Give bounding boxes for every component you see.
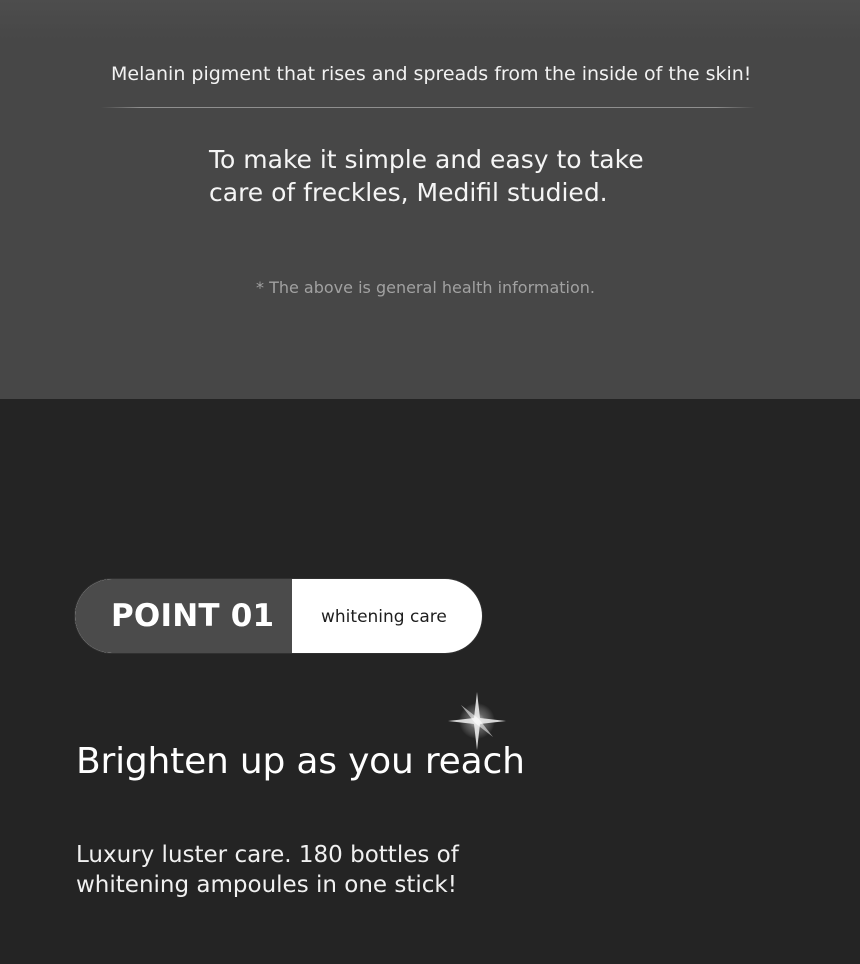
- medifil-study-line-1: To make it simple and easy to take: [209, 145, 644, 174]
- point-title: POINT 01: [111, 598, 275, 634]
- health-information-note: * The above is general health information.: [256, 278, 596, 297]
- brighten-headline: Brighten up as you reach: [76, 741, 525, 782]
- point-subtitle: whitening care: [321, 607, 447, 627]
- melanin-description: Melanin pigment that rises and spreads from the inside of the skin!: [111, 63, 752, 85]
- medifil-study-line-2: care of freckles, Medifil studied.: [209, 178, 608, 207]
- luxury-care-line-1: Luxury luster care. 180 bottles of: [76, 842, 459, 868]
- medifil-study-text: [209, 143, 649, 209]
- section-divider: [101, 107, 755, 108]
- luxury-care-line-2: whitening ampoules in one stick!: [76, 872, 457, 898]
- top-gradient-band: [0, 0, 860, 40]
- top-info-section: [0, 0, 860, 399]
- point-badge: [75, 579, 482, 653]
- luxury-care-text: [76, 840, 476, 900]
